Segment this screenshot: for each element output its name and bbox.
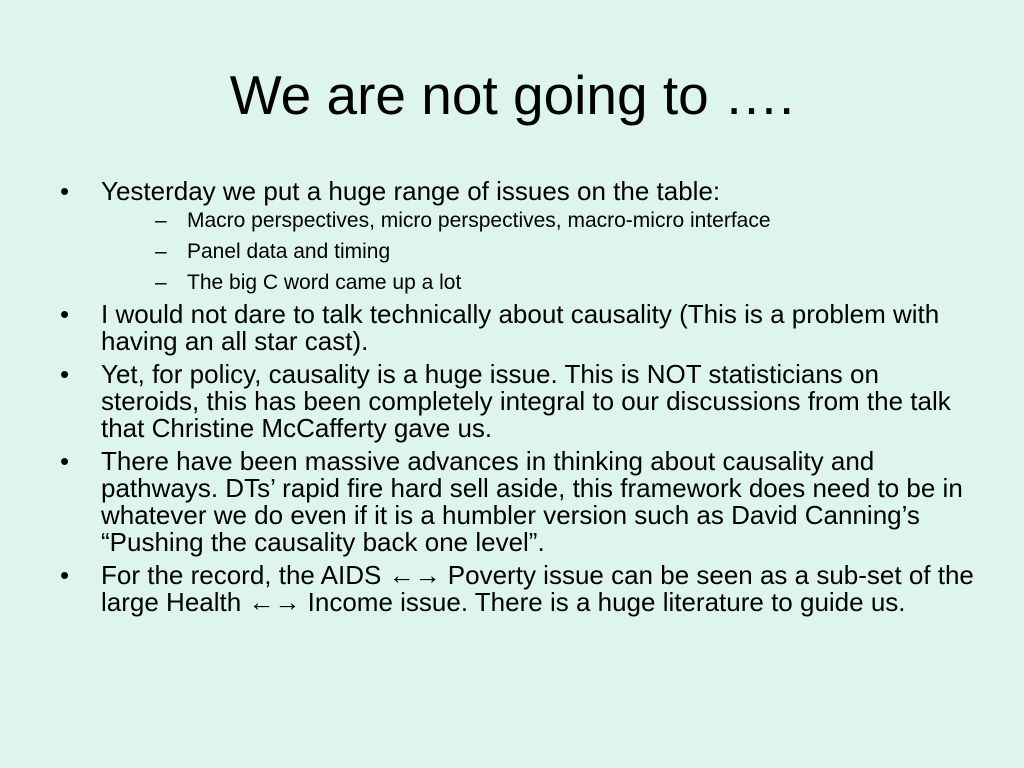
bullet-item-1 [60, 178, 975, 295]
bullet-item-4 [60, 448, 975, 556]
bullet-dot-icon: • [60, 299, 70, 329]
slide-title: We are not going to …. [229, 64, 795, 126]
sub-bullet-text: Macro perspectives, micro perspectives, macro-micro interface [187, 209, 771, 232]
bullet-text: Yet, for policy, causality is a huge issue. This is NOT statisticians on steroids, this has been completely integral to our discussions from the talk that Christine McCafferty gave us. [101, 359, 951, 443]
dash-icon: – [155, 209, 167, 232]
dash-icon: – [155, 271, 167, 294]
bullet-text: For the record, the AIDS ←→ Poverty issue can be seen as a sub-set of the large Health ←→ Income issue. There is a huge literature to guide us. [101, 560, 974, 617]
bullet-text: I would not dare to talk technically about causality (This is a problem with having an all star cast). [101, 299, 940, 356]
bullet-item-2 [60, 301, 975, 355]
bullet-text: There have been massive advances in thinking about causality and pathways. DTs’ rapid fire hard sell aside, this framework does need to be in whatever we do even if it is a humbler version such as David Canning’s “Pushing the causality back one level”. [101, 446, 963, 557]
sub-bullet-list [101, 208, 975, 295]
sub-bullet-item-2 [101, 239, 975, 264]
sub-bullet-item-3 [101, 270, 975, 295]
bullet-text: Yesterday we put a huge range of issues on the table: [101, 176, 721, 206]
bullet-item-3 [60, 361, 975, 442]
bullet-dot-icon: • [60, 176, 70, 206]
bullet-dot-icon: • [60, 359, 70, 389]
bullet-dot-icon: • [60, 446, 70, 476]
bullet-list [60, 178, 975, 622]
bullet-item-5 [60, 562, 975, 616]
bullet-dot-icon: • [60, 560, 70, 590]
sub-bullet-item-1 [101, 208, 975, 233]
dash-icon: – [155, 240, 167, 263]
sub-bullet-text: The big C word came up a lot [187, 271, 462, 294]
sub-bullet-text: Panel data and timing [187, 240, 391, 263]
